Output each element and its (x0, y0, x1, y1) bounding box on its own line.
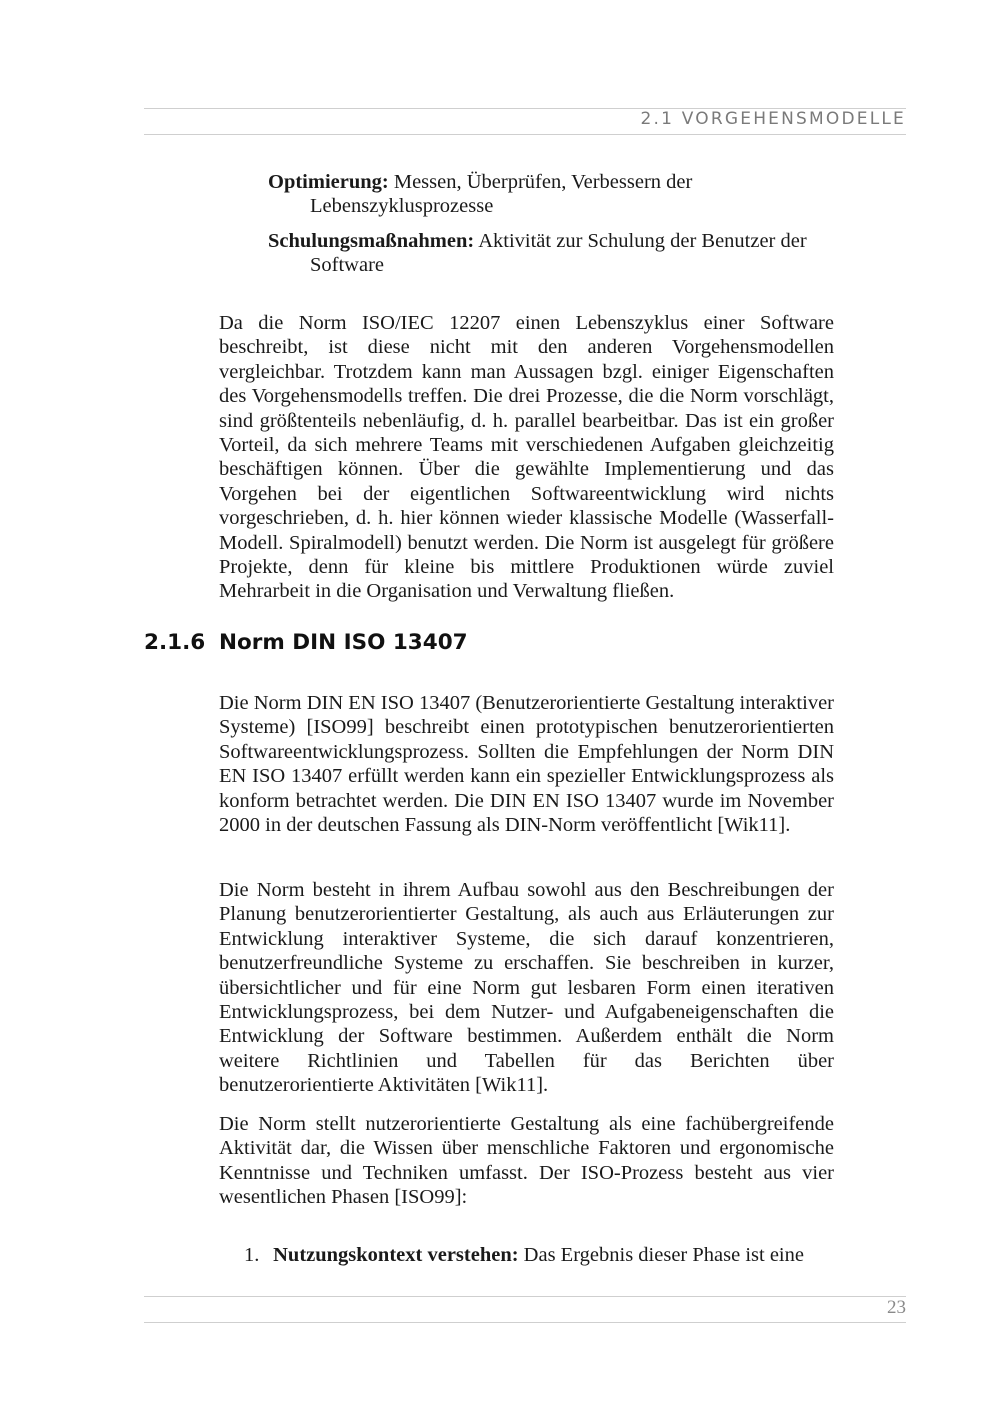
section-number: 2.1.6 (144, 630, 206, 655)
running-header: 2.1 VORGEHENSMODELLE (640, 109, 906, 129)
body-text-after (219, 1112, 834, 1210)
definition-list (268, 170, 834, 278)
definition-text: Aktivität zur Schulung der Benutzer der Software (310, 229, 807, 277)
body-text-after (219, 878, 834, 1098)
definition-item (268, 170, 834, 219)
section-heading (144, 630, 468, 655)
definition-text: Messen, Überprüfen, Verbessern der Lebenszyklusprozesse (310, 171, 693, 218)
footer-rule-top (144, 1296, 906, 1297)
paragraph: Die Norm DIN EN ISO 13407 (Benutzerorientierte Gestaltung interaktiver Systeme) [ISO99] beschreibt einen prototypischen benutzerorientierten Softwareentwicklungsprozess. Sollten die Empfehlungen der Norm DIN EN ISO 13407 erfüllt werden kann ein spezieller Entwicklungsprozess als konform betrachtet werden. Die DIN EN ISO 13407 wurde im November 2000 in der deutschen Fassung als DIN-Norm veröffentlicht [Wik11]. (219, 692, 834, 837)
list-text: Das Ergebnis dieser Phase ist eine (523, 1244, 804, 1266)
page-number: 23 (887, 1297, 906, 1318)
paragraph: Da die Norm ISO/IEC 12207 einen Lebenszyklus einer Software beschreibt, ist diese nicht mit den anderen Vorgehensmodellen vergleichbar. Trotzdem kann man Aussagen bzgl. einiger Eigenschaften des Vorgehensmodells treffen. Die drei Prozesse, die die Norm vorschlägt, sind größtenteils nebenläufig, d. h. parallel bearbeitbar. Das ist ein großer Vorteil, da sich mehrere Teams mit verschiedenen Aufgaben gleichzeitig beschäftigen können. Über die gewählte Implementierung und das Vorgehen bei der eigentlichen Softwareentwicklung wird nichts vorgeschrieben, d. h. hier können wieder klassische Modelle (Wasserfall-Modell. Spiralmodell) benutzt werden. Die Norm ist ausgelegt für größere Projekte, denn für kleine bis mittlere Produktionen würde zuviel Mehrarbeit in die Organisation und Verwaltung fließen. (219, 312, 834, 603)
section-title: Norm DIN ISO 13407 (219, 630, 468, 655)
definition-item (268, 229, 834, 278)
body-text-before (219, 311, 834, 604)
list-number: 1. (244, 1244, 260, 1266)
list-term: Nutzungskontext verstehen: (273, 1244, 519, 1266)
footer-rule-bottom (144, 1322, 906, 1323)
list-item (244, 1243, 844, 1267)
header-rule-bottom (144, 134, 906, 135)
body-text-after (219, 691, 834, 837)
paragraph: Die Norm besteht in ihrem Aufbau sowohl aus den Beschreibungen der Planung benutzerorientierter Gestaltung, als auch aus Erläuterungen zur Entwicklung interaktiver Systeme, die sich darauf konzentrieren, benutzerfreundliche Systeme zu erschaffen. Sie beschreiben in kurzer, übersichtlicher und für eine Norm gut lesbaren Form einen iterativen Entwicklungsprozess, bei dem Nutzer- und Aufgabeneigenschaften die Entwicklung der Software bestimmen. Außerdem enthält die Norm weitere Richtlinien und Tabellen für das Berichten über benutzerorientierte Aktivitäten [Wik11]. (219, 879, 834, 1097)
definition-term: Optimierung: (268, 171, 389, 193)
paragraph: Die Norm stellt nutzerorientierte Gestaltung als eine fachübergreifende Aktivität dar, die Wissen über menschliche Faktoren und ergonomische Kenntnisse und Techniken umfasst. Der ISO-Prozess besteht aus vier wesentlichen Phasen [ISO99]: (219, 1113, 834, 1209)
definition-term: Schulungsmaßnahmen: (268, 229, 475, 252)
